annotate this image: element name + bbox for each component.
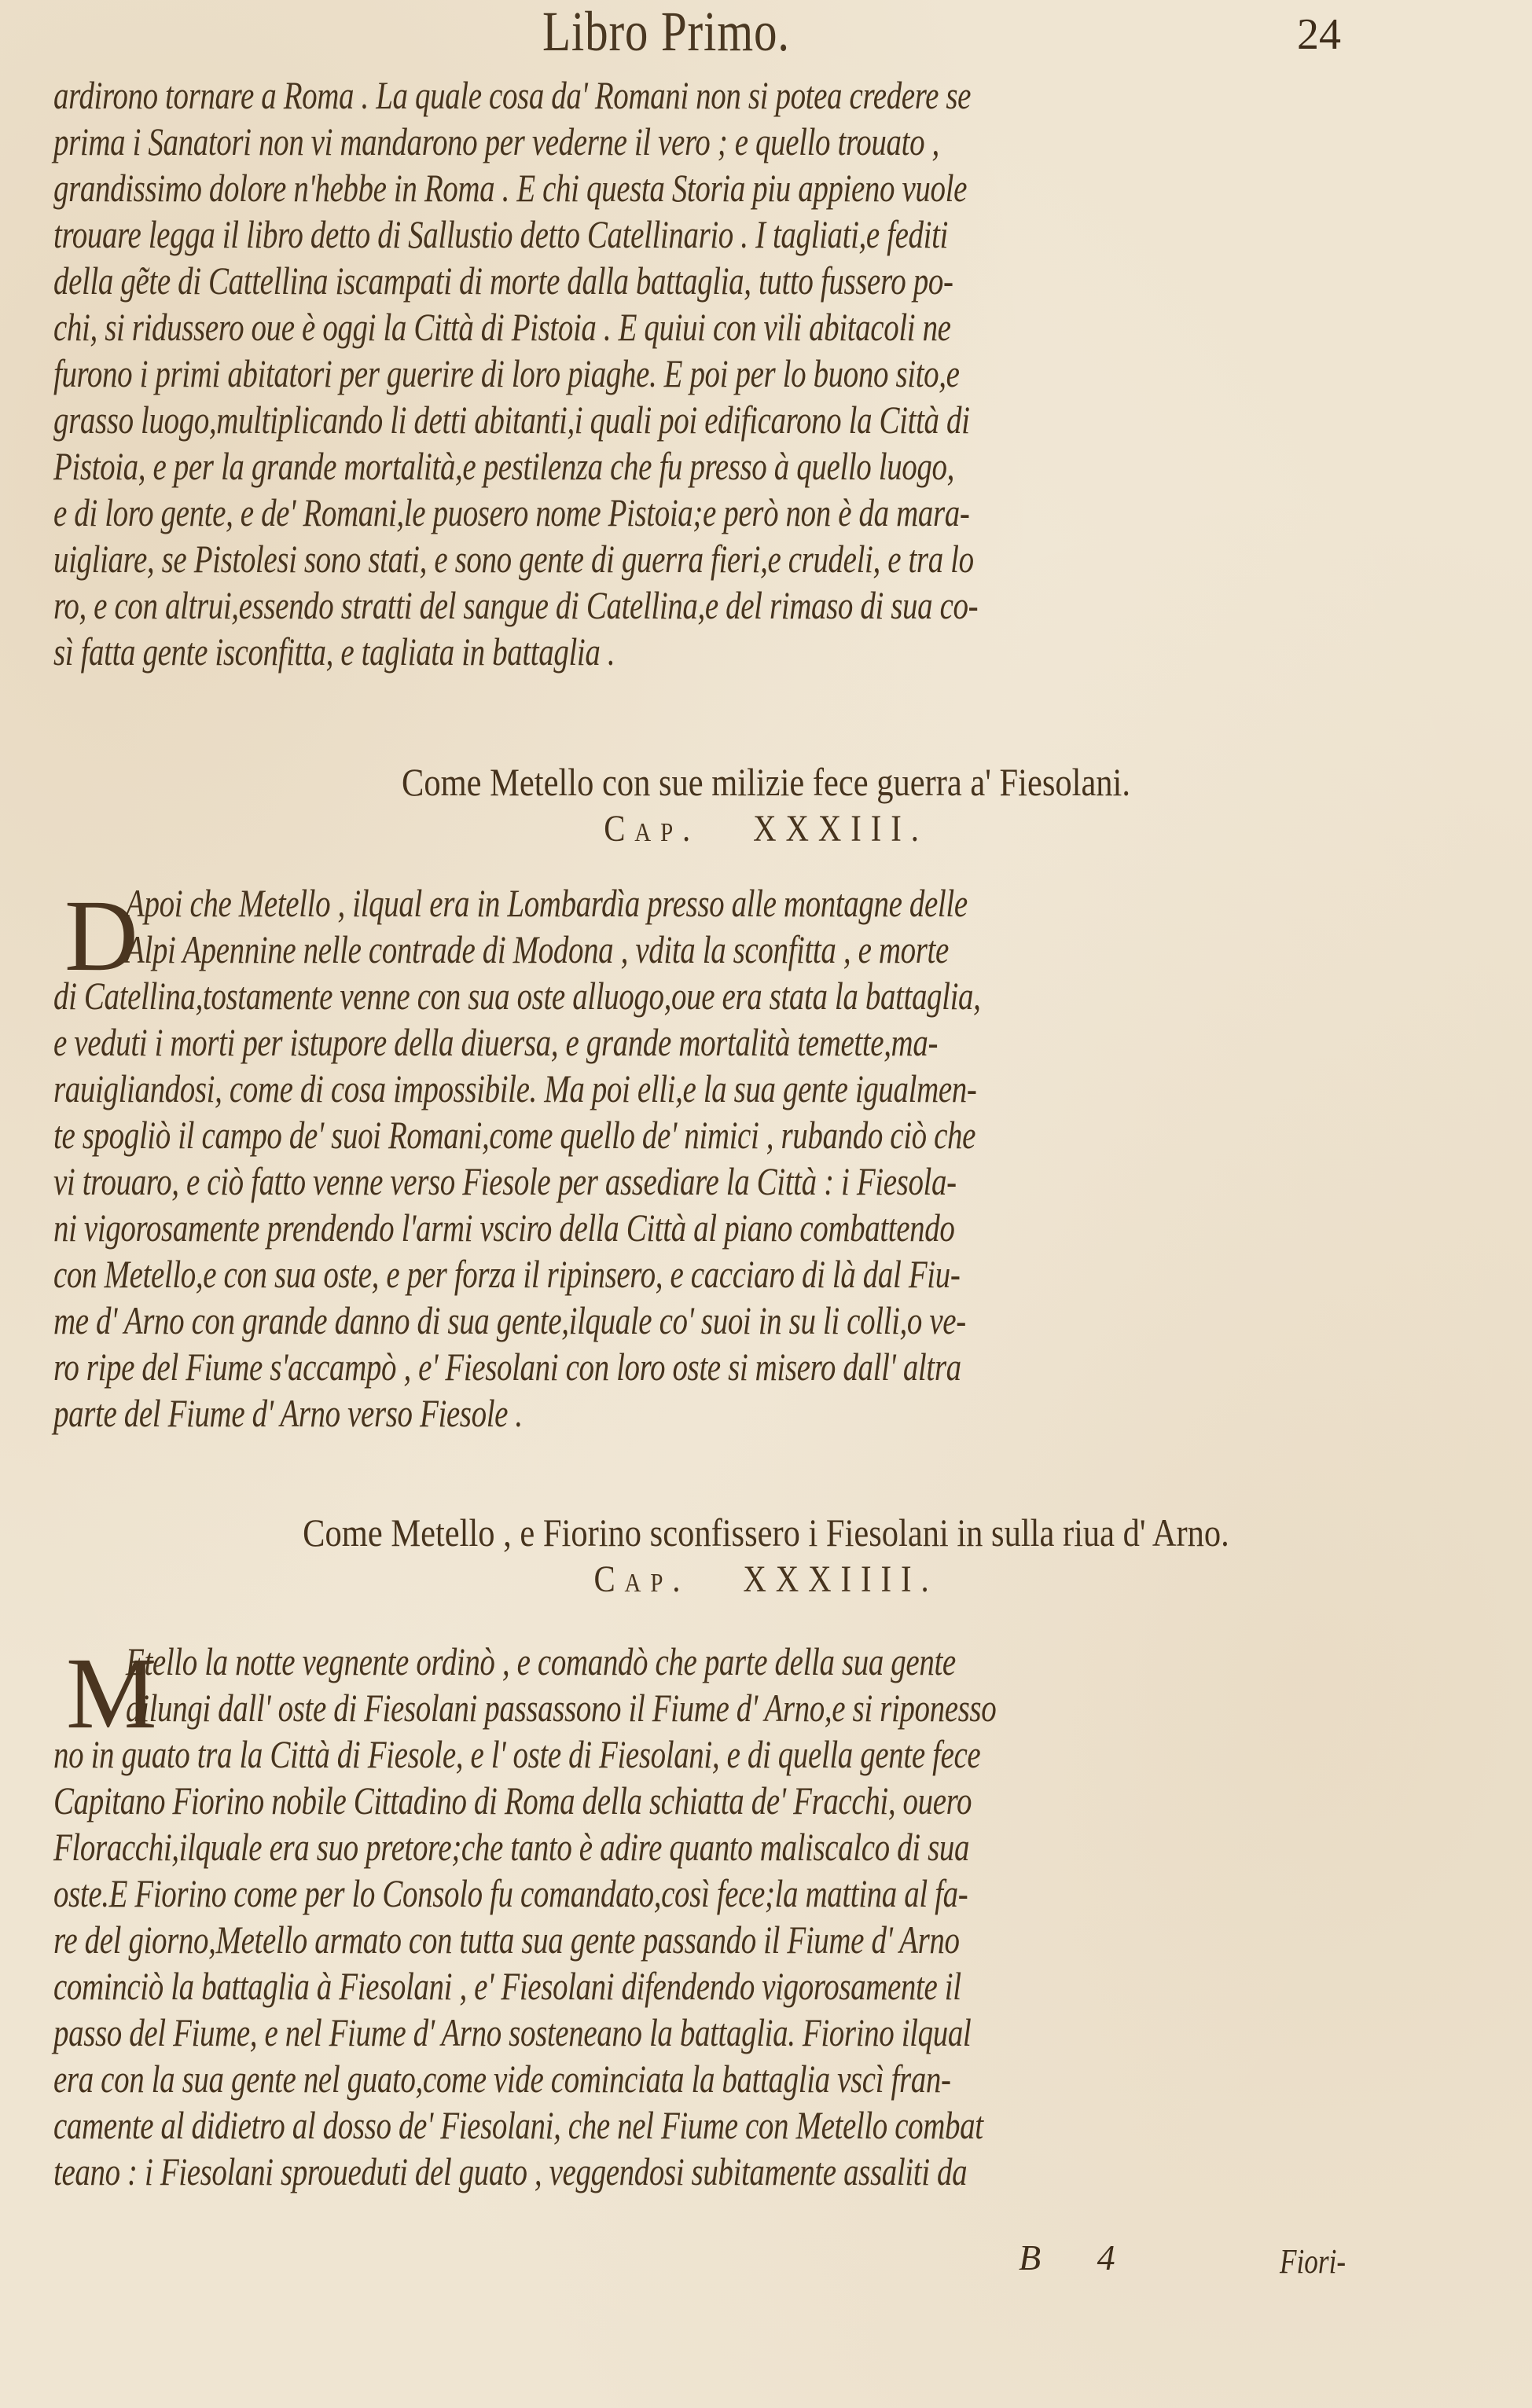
cap-label: Cap. [604,808,700,850]
drop-cap: D [64,879,138,993]
text-line: uigliare, se Pistolesi sono stati, e sono gente di guerra fieri,e crudeli, e tra lo [53,537,974,581]
text-line: ni vigorosamente prendendo l'armi vsciro della Città al piano combattendo [53,1206,955,1250]
chapter-number [115,806,1417,853]
text-line: con Metello,e con sua oste, e per forza il ripinsero, e cacciaro di là dal Fiu- [53,1252,961,1296]
drop-cap: M [66,1637,157,1750]
chapter-33-text [53,880,1390,1437]
text-line: ro ripe del Fiume s'accampò , e' Fiesolani con loro oste si misero dall' altra [53,1345,961,1389]
text-line: era con la sua gente nel guato,come vide cominciata la battaglia vscì fran- [53,2057,951,2101]
chapter-title: Come Metello , e Fiorino sconfissero i Fiesolani in sulla riua d' Arno. [303,1511,1229,1555]
text-line: prima i Sanatori non vi mandarono per vederne il vero ; e quello trouato , [53,119,939,163]
chapter-number [115,1556,1417,1603]
text-line: Capitano Fiorino nobile Cittadino di Roma della schiatta de' Fracchi, ouero [53,1778,972,1823]
text-line: cominciò la battaglia à Fiesolani , e' Fiesolani difendendo vigorosamente il [53,1964,961,2008]
text-line: grandissimo dolore n'hebbe in Roma . E chi questa Storia piu appieno vuole [53,166,967,210]
text-line: oste.E Fiorino come per lo Consolo fu comandato,così fece;la mattina al fa- [53,1871,968,1915]
cap-numeral: XXXIIII. [743,1558,939,1600]
text-line: parte del Fiume d' Arno verso Fiesole . [53,1391,523,1435]
text-line: ro, e con altrui,essendo stratti del sangue di Catellina,e del rimaso di sua co- [53,583,979,627]
text-line: camente al didietro al dosso de' Fiesolani, che nel Fiume con Metello combat [53,2103,983,2147]
chapter-33-heading [0,758,1532,853]
catchword: Fiori- [1280,2242,1346,2281]
text-line: Alpi Apennine nelle contrade di Modona , vdita la sconfitta , e morte [126,927,949,971]
text-line: rauigliandosi, come di cosa impossibile. Ma poi elli,e la sua gente igualmen- [53,1066,977,1110]
text-line: furono i primi abitatori per guerire di loro piaghe. E poi per lo buono sito,e [53,351,960,395]
text-line: e veduti i morti per istupore della diuersa, e grande mortalità temette,ma- [53,1020,939,1064]
cap-numeral: XXXIII. [753,808,928,850]
text-line: grasso luogo,multiplicando li detti abitanti,i quali poi edificarono la Città di [53,398,970,442]
text-line: no in guato tra la Città di Fiesole, e l' oste di Fiesolani, e di quella gente fece [53,1732,981,1776]
text-line: Floracchi,ilquale era suo pretore;che tanto è adire quanto maliscalco di sua [53,1825,970,1869]
chapter-34-heading [0,1509,1532,1603]
text-line: teano : i Fiesolani sproueduti del guato , veggendosi subitamente assaliti da [53,2149,968,2193]
text-line: passo del Fiume, e nel Fiume d' Arno sosteneano la battaglia. Fiorino ilqual [53,2010,972,2054]
running-title: Libro Primo. [542,0,790,63]
text-line: dilungi dall' oste di Fiesolani passassono il Fiume d' Arno,e si riponesso [126,1686,997,1730]
page-number: 24 [1297,10,1341,59]
chapter-34-text [53,1639,1390,2195]
text-line: me d' Arno con grande danno di sua gente,ilquale co' suoi in su li colli,o ve- [53,1298,966,1342]
text-line: Apoi che Metello , ilqual era in Lombardìa presso alle montagne delle [126,881,968,925]
text-line: sì fatta gente isconfitta, e tagliata in battaglia . [53,630,615,674]
page-footer [0,2237,1532,2292]
text-line: trouare legga il libro detto di Sallustio detto Catellinario . I tagliati,e fediti [53,212,948,256]
text-line: Pistoia, e per la grande mortalità,e pestilenza che fu presso à quello luogo, [53,444,954,488]
text-line: ardirono tornare a Roma . La quale cosa da' Romani non si potea credere se [53,73,972,117]
text-line: della gẽte di Cattellina iscampati di morte dalla battaglia, tutto fussero po- [53,259,953,303]
text-line: te spogliò il campo de' suoi Romani,come quello de' nimici , rubando ciò che [53,1113,976,1157]
text-line: Etello la notte vegnente ordinò , e comandò che parte della sua gente [126,1639,956,1683]
text-line: chi, si ridussero oue è oggi la Città di Pistoia . E quiui con vili abitacoli ne [53,305,951,349]
cap-label: Cap. [593,1558,690,1600]
running-head [0,0,1532,71]
signature-mark: B 4 [1019,2237,1139,2278]
section-1-text [53,72,1390,675]
text-line: re del giorno,Metello armato con tutta sua gente passando il Fiume d' Arno [53,1918,960,1962]
chapter-title: Come Metello con sue milizie fece guerra a' Fiesolani. [401,760,1130,804]
text-line: di Catellina,tostamente venne con sua oste alluogo,oue era stata la battaglia, [53,974,981,1018]
text-line: e di loro gente, e de' Romani,le puosero nome Pistoia;e però non è da mara- [53,490,970,534]
text-line: vi trouaro, e ciò fatto venne verso Fiesole per assediare la Città : i Fiesola- [53,1159,957,1203]
